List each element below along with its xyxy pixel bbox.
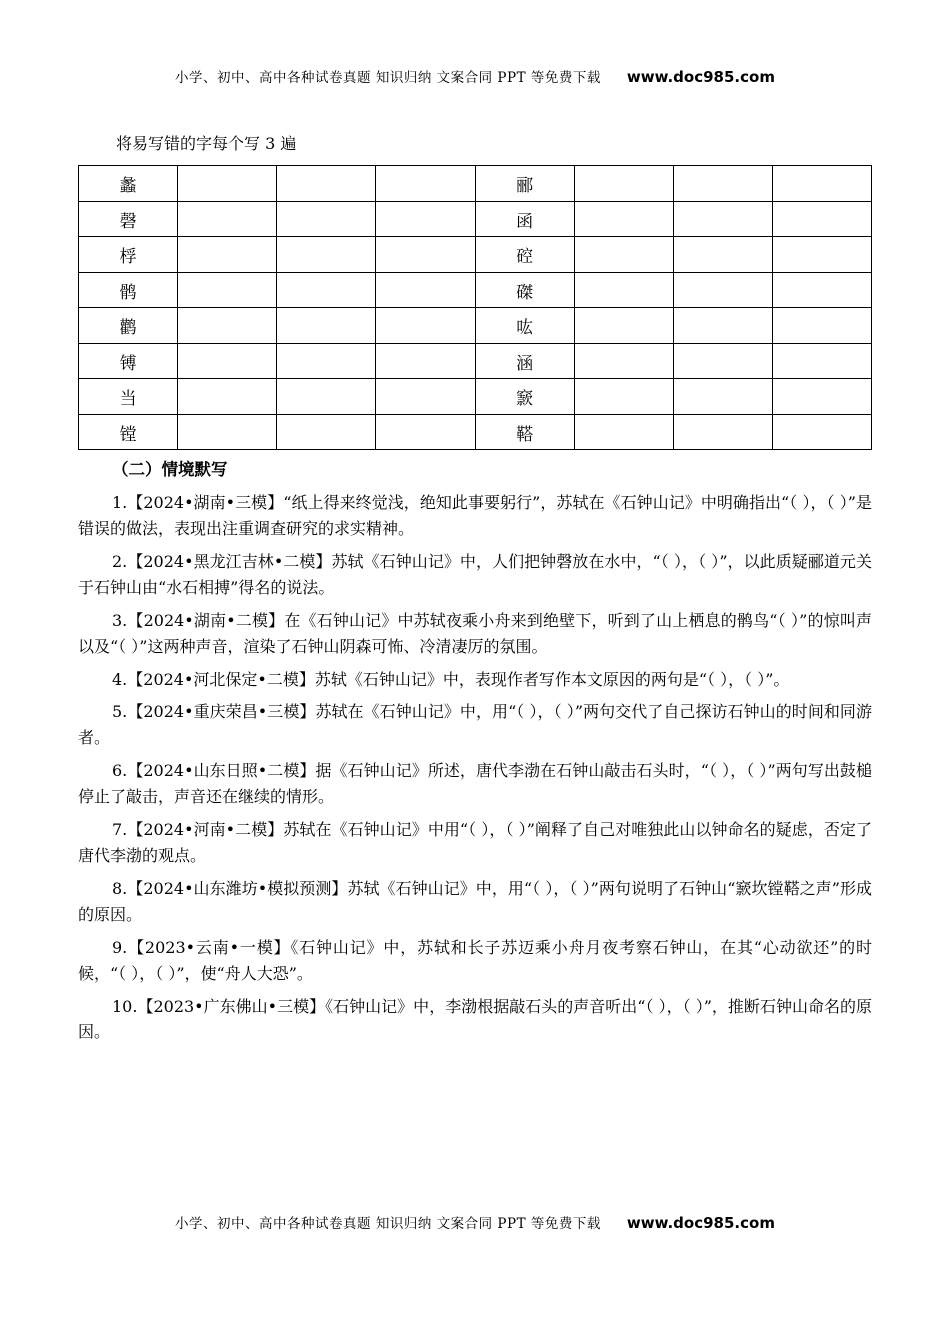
- practice-cell[interactable]: [277, 201, 376, 237]
- header-site-url: www.doc985.com: [626, 68, 775, 86]
- char-cell: 当: [79, 379, 178, 415]
- question-item: 6.【2024•山东日照•二模】据《石钟山记》所述，唐代李渤在石钟山敲击石头时，“（ ），（ ）”两句写出鼓槌停止了敲击，声音还在继续的情形。: [78, 761, 872, 807]
- table-row: [79, 379, 872, 415]
- practice-cell[interactable]: [376, 379, 475, 415]
- practice-cell[interactable]: [673, 272, 772, 308]
- page-header: [78, 0, 872, 86]
- practice-cell[interactable]: [772, 201, 871, 237]
- practice-cell[interactable]: [673, 414, 772, 450]
- practice-cell[interactable]: [376, 201, 475, 237]
- practice-cell[interactable]: [376, 414, 475, 450]
- question-item: 4.【2024•河北保定•二模】苏轼《石钟山记》中，表现作者写作本文原因的两句是“（ ），（ ）”。: [112, 669, 790, 689]
- table-row: [79, 201, 872, 237]
- practice-cell[interactable]: [772, 414, 871, 450]
- page-footer: [0, 1212, 950, 1232]
- practice-cell[interactable]: [574, 308, 673, 344]
- practice-cell[interactable]: [574, 201, 673, 237]
- practice-cell[interactable]: [574, 166, 673, 202]
- practice-cell[interactable]: [673, 379, 772, 415]
- table-row: [79, 272, 872, 308]
- practice-cell[interactable]: [376, 272, 475, 308]
- char-cell: 吰: [475, 308, 574, 344]
- char-cell: 镗: [79, 414, 178, 450]
- practice-cell[interactable]: [772, 237, 871, 273]
- section-title: （二）情境默写: [112, 460, 228, 480]
- char-cell: 函: [475, 201, 574, 237]
- char-cell: 桴: [79, 237, 178, 273]
- practice-cell[interactable]: [277, 414, 376, 450]
- char-cell: 鞳: [475, 414, 574, 450]
- practice-cell[interactable]: [673, 201, 772, 237]
- footer-site-url: www.doc985.com: [626, 1214, 775, 1232]
- header-text: 小学、初中、高中各种试卷真题 知识归纳 文案合同 PPT 等免费下载: [175, 70, 601, 86]
- practice-cell[interactable]: [376, 343, 475, 379]
- practice-cell[interactable]: [772, 272, 871, 308]
- char-cell: 蠡: [79, 166, 178, 202]
- table-body: [79, 166, 872, 450]
- practice-cell[interactable]: [772, 343, 871, 379]
- practice-cell[interactable]: [277, 308, 376, 344]
- practice-cell[interactable]: [673, 343, 772, 379]
- practice-cell[interactable]: [277, 166, 376, 202]
- practice-cell[interactable]: [178, 343, 277, 379]
- practice-cell[interactable]: [772, 379, 871, 415]
- practice-cell[interactable]: [673, 308, 772, 344]
- practice-cell[interactable]: [772, 308, 871, 344]
- char-cell: 硿: [475, 237, 574, 273]
- char-cell: 鹘: [79, 272, 178, 308]
- table-row: [79, 414, 872, 450]
- practice-cell[interactable]: [376, 166, 475, 202]
- practice-cell[interactable]: [277, 237, 376, 273]
- question-item: 2.【2024•黑龙江吉林•二模】苏轼《石钟山记》中，人们把钟磬放在水中，“（ ），（ ）”，以此质疑郦道元关于石钟山由“水石相搏”得名的说法。: [78, 551, 872, 597]
- practice-cell[interactable]: [376, 237, 475, 273]
- practice-cell[interactable]: [574, 237, 673, 273]
- char-cell: 窾: [475, 379, 574, 415]
- practice-cell[interactable]: [277, 379, 376, 415]
- practice-cell[interactable]: [277, 272, 376, 308]
- char-cell: 涵: [475, 343, 574, 379]
- practice-cell[interactable]: [277, 343, 376, 379]
- practice-cell[interactable]: [772, 166, 871, 202]
- question-item: 3.【2024•湖南•二模】在《石钟山记》中苏轼夜乘小舟来到绝壁下，听到了山上栖息的鹘鸟“（ ）”的惊叫声以及“（ ）”这两种声音，渲染了石钟山阴森可怖、冷清凄厉的氛围。: [78, 610, 872, 656]
- char-cell: 镈: [79, 343, 178, 379]
- char-cell: 磬: [79, 201, 178, 237]
- question-item: 10.【2023•广东佛山•三模】《石钟山记》中，李渤根据敲石头的声音听出“（ ），（ ）”，推断石钟山命名的原因。: [78, 996, 872, 1042]
- practice-cell[interactable]: [574, 272, 673, 308]
- question-item: 1.【2024•湖南•三模】“纸上得来终觉浅，绝知此事要躬行”，苏轼在《石钟山记》中明确指出“（ ），（ ）”是错误的做法，表现出注重调查研究的求实精神。: [78, 493, 872, 539]
- table-row: [79, 343, 872, 379]
- practice-cell[interactable]: [574, 414, 673, 450]
- practice-cell[interactable]: [574, 343, 673, 379]
- character-practice-table: [78, 165, 872, 450]
- practice-cell[interactable]: [178, 166, 277, 202]
- practice-cell[interactable]: [178, 414, 277, 450]
- question-item: 7.【2024•河南•二模】苏轼在《石钟山记》中用“（ ），（ ）”阐释了自己对唯独此山以钟命名的疑虑，否定了唐代李渤的观点。: [78, 820, 872, 866]
- table-row: [79, 237, 872, 273]
- practice-cell[interactable]: [673, 237, 772, 273]
- question-item: 5.【2024•重庆荣昌•三模】苏轼在《石钟山记》中，用“（ ），（ ）”两句交代了自己探访石钟山的时间和同游者。: [78, 702, 872, 748]
- practice-cell[interactable]: [673, 166, 772, 202]
- table-row: [79, 308, 872, 344]
- practice-cell[interactable]: [178, 237, 277, 273]
- practice-cell[interactable]: [178, 379, 277, 415]
- question-item: 8.【2024•山东潍坊•模拟预测】苏轼《石钟山记》中，用“（ ），（ ）”两句说明了石钟山“窾坎镗鞳之声”形成的原因。: [78, 878, 872, 924]
- practice-cell[interactable]: [178, 201, 277, 237]
- practice-cell[interactable]: [574, 379, 673, 415]
- char-cell: 鹳: [79, 308, 178, 344]
- practice-cell[interactable]: [376, 308, 475, 344]
- char-cell: 郦: [475, 166, 574, 202]
- question-item: 9.【2023•云南•一模】《石钟山记》中，苏轼和长子苏迈乘小舟月夜考察石钟山，在其“心动欲还”的时候，“（ ），（ ）”，使“舟人大恐”。: [78, 937, 872, 983]
- char-cell: 磔: [475, 272, 574, 308]
- footer-text: 小学、初中、高中各种试卷真题 知识归纳 文案合同 PPT 等免费下载: [175, 1216, 601, 1232]
- practice-cell[interactable]: [178, 308, 277, 344]
- table-row: [79, 166, 872, 202]
- practice-cell[interactable]: [178, 272, 277, 308]
- instruction-text: 将易写错的字每个写 3 遍: [116, 134, 297, 153]
